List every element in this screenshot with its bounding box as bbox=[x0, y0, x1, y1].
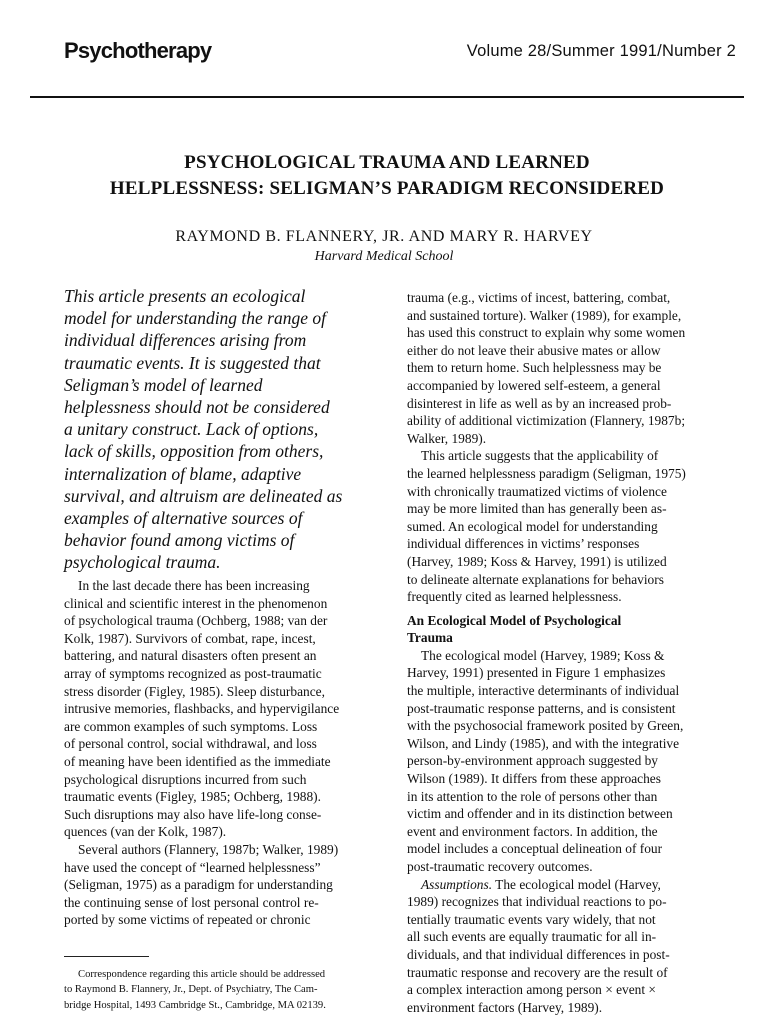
right-column bbox=[407, 289, 721, 1016]
body-text-line: The ecological model (Harvey, 1989; Koss & bbox=[421, 647, 665, 663]
body-text-line: a complex interaction among person × event × bbox=[407, 982, 656, 998]
body-text-line: model includes a conceptual delineation of four bbox=[407, 841, 663, 857]
body-text-line: of meaning have been identified as the immediate bbox=[64, 753, 331, 769]
assumptions-first-line bbox=[407, 876, 721, 894]
body-text-line: sumed. An ecological model for understanding bbox=[407, 518, 658, 534]
abstract-line: lack of skills, opposition from others, bbox=[64, 441, 324, 462]
left-column bbox=[64, 577, 382, 929]
body-text-line: environment factors (Harvey, 1989). bbox=[407, 999, 603, 1015]
body-text-line: ability of additional victimization (Flannery, 1987b; bbox=[407, 413, 686, 429]
title-line: PSYCHOLOGICAL TRAUMA AND LEARNED bbox=[184, 152, 590, 173]
article-title bbox=[30, 150, 744, 202]
body-text-line: victim and offender and in its distinction between bbox=[407, 806, 673, 822]
body-text-line: battering, and natural disasters often present an bbox=[64, 648, 317, 664]
body-text-line: are common examples of such symptoms. Loss bbox=[64, 718, 318, 734]
affiliation: Harvard Medical School bbox=[314, 249, 454, 264]
abstract-line: traumatic events. It is suggested that bbox=[64, 352, 321, 373]
body-text-line: the multiple, interactive determinants of individual bbox=[407, 683, 680, 699]
body-text-line: trauma (e.g., victims of incest, battering, combat, bbox=[407, 290, 671, 305]
body-text-line: Such disruptions may also have life-long conse- bbox=[64, 806, 322, 822]
body-text-line: intrusive memories, flashbacks, and hypervigilance bbox=[64, 701, 340, 717]
body-text-line: frequently cited as learned helplessness. bbox=[407, 589, 622, 605]
body-text-line: Wilson (1989). It differs from these approaches bbox=[407, 771, 661, 787]
volume-info: Volume 28/Summer 1991/Number 2 bbox=[466, 42, 736, 60]
body-text-line: may be more limited than has generally been as- bbox=[407, 501, 667, 517]
body-text-line: In the last decade there has been increasing bbox=[78, 578, 310, 593]
body-text-line: stress disorder (Figley, 1985). Sleep disturbance, bbox=[64, 683, 325, 699]
header-rule bbox=[30, 96, 744, 98]
abstract-line: This article presents an ecological bbox=[64, 286, 306, 306]
section-heading: Trauma bbox=[407, 630, 453, 646]
body-text-line: have used the concept of “learned helplessness” bbox=[64, 859, 321, 875]
body-text-line: Wilson, and Lindy (1985), and with the integrative bbox=[407, 735, 680, 751]
body-text-line: the learned helplessness paradigm (Seligman, 1975) bbox=[407, 465, 686, 481]
body-text-line: has used this construct to explain why some women bbox=[407, 325, 686, 341]
abstract-line: a unitary construct. Lack of options, bbox=[64, 419, 319, 440]
body-text-line: of personal control, social withdrawal, and loss bbox=[64, 736, 317, 752]
body-text-line: (Seligman, 1975) as a paradigm for understanding bbox=[64, 877, 333, 893]
assumptions-label: Assumptions. bbox=[421, 876, 493, 892]
body-text-line: This article suggests that the applicability of bbox=[421, 448, 659, 464]
abstract-line: individual differences arising from bbox=[64, 330, 307, 351]
body-text-line: (Harvey, 1989; Koss & Harvey, 1991) is utilized bbox=[407, 553, 667, 569]
body-text-line: traumatic response and recovery are the result of bbox=[407, 964, 668, 980]
body-text-line: post-traumatic recovery outcomes. bbox=[407, 859, 593, 874]
footnote-line: to Raymond B. Flannery, Jr., Dept. of Psychiatry, The Cam- bbox=[64, 984, 318, 996]
body-text-line: psychological disruptions incurred from such bbox=[64, 771, 307, 787]
body-text-line: clinical and scientific interest in the phenomenon bbox=[64, 595, 328, 611]
body-text-line: traumatic events (Figley, 1985; Ochberg, 1988). bbox=[64, 789, 321, 805]
body-text-line: either do not leave their abusive mates or allow bbox=[407, 342, 661, 358]
body-text-line: all such events are equally traumatic for all in- bbox=[407, 929, 657, 945]
journal-name: Psychotherapy bbox=[64, 38, 212, 63]
footnote-line: Correspondence regarding this article should be addressed bbox=[78, 969, 326, 980]
body-text-line: post-traumatic response patterns, and is consistent bbox=[407, 700, 676, 716]
body-text-line: in its attention to the role of persons other than bbox=[407, 788, 658, 804]
body-text-line: of psychological trauma (Ochberg, 1988; van der bbox=[64, 613, 328, 629]
body-text-line: individual differences in victims’ responses bbox=[407, 536, 640, 552]
abstract-line: psychological trauma. bbox=[64, 552, 221, 573]
assumptions-text: The ecological model (Harvey, bbox=[492, 876, 661, 892]
footnote bbox=[64, 967, 382, 1013]
body-text-line: dividuals, and that individual differences in post- bbox=[407, 946, 670, 962]
body-text-line: person-by-environment approach suggested by bbox=[407, 753, 659, 769]
abstract-line: Seligman’s model of learned bbox=[64, 374, 263, 395]
body-text-line: accompanied by lowered self-esteem, a general bbox=[407, 377, 661, 393]
section-heading: An Ecological Model of Psychological bbox=[407, 612, 622, 628]
abstract-line: behavior found among victims of bbox=[64, 530, 295, 551]
body-text-line: disinterest in life as well as by an increased prob- bbox=[407, 395, 672, 411]
body-text-line: quences (van der Kolk, 1987). bbox=[64, 824, 227, 840]
abstract bbox=[64, 285, 384, 574]
body-text-line: 1989) recognizes that individual reactions to po- bbox=[407, 894, 667, 910]
body-text-line: the continuing sense of lost personal control re- bbox=[64, 894, 319, 910]
authors: RAYMOND B. FLANNERY, JR. AND MARY R. HARVEY bbox=[175, 228, 593, 245]
body-text-line: with the psychosocial framework posited by Green, bbox=[407, 718, 684, 734]
body-text-line: to delineate alternate explanations for behaviors bbox=[407, 571, 664, 587]
footnote-line: bridge Hospital, 1493 Cambridge St., Cambridge, MA 02139. bbox=[64, 999, 326, 1011]
body-text-line: with chronically traumatized victims of violence bbox=[407, 483, 667, 499]
body-text-line: Several authors (Flannery, 1987b; Walker, 1989) bbox=[78, 841, 339, 857]
abstract-line: examples of alternative sources of bbox=[64, 508, 303, 529]
body-text-line: tentially traumatic events vary widely, that not bbox=[407, 911, 656, 927]
body-text-line: Walker, 1989). bbox=[407, 430, 487, 446]
body-text-line: Kolk, 1987). Survivors of combat, rape, incest, bbox=[64, 630, 316, 646]
body-text-line: Harvey, 1991) presented in Figure 1 emphasizes bbox=[407, 665, 666, 681]
body-text-line: array of symptoms recognized as post-traumatic bbox=[64, 665, 322, 681]
body-text-line: ported by some victims of repeated or chronic bbox=[64, 912, 311, 928]
body-text-line: them to return home. Such helplessness may be bbox=[407, 360, 662, 376]
abstract-line: helplessness should not be considered bbox=[64, 397, 330, 418]
body-text-line: and sustained torture). Walker (1989), for example, bbox=[407, 307, 682, 323]
title-line: HELPLESSNESS: SELIGMAN’S PARADIGM RECONSIDERED bbox=[109, 178, 665, 199]
abstract-line: model for understanding the range of bbox=[64, 308, 326, 329]
body-text-line: event and environment factors. In addition, the bbox=[407, 823, 658, 839]
footnote-rule bbox=[64, 956, 149, 957]
abstract-line: internalization of blame, adaptive bbox=[64, 463, 302, 484]
abstract-line: survival, and altruism are delineated as bbox=[64, 485, 343, 506]
